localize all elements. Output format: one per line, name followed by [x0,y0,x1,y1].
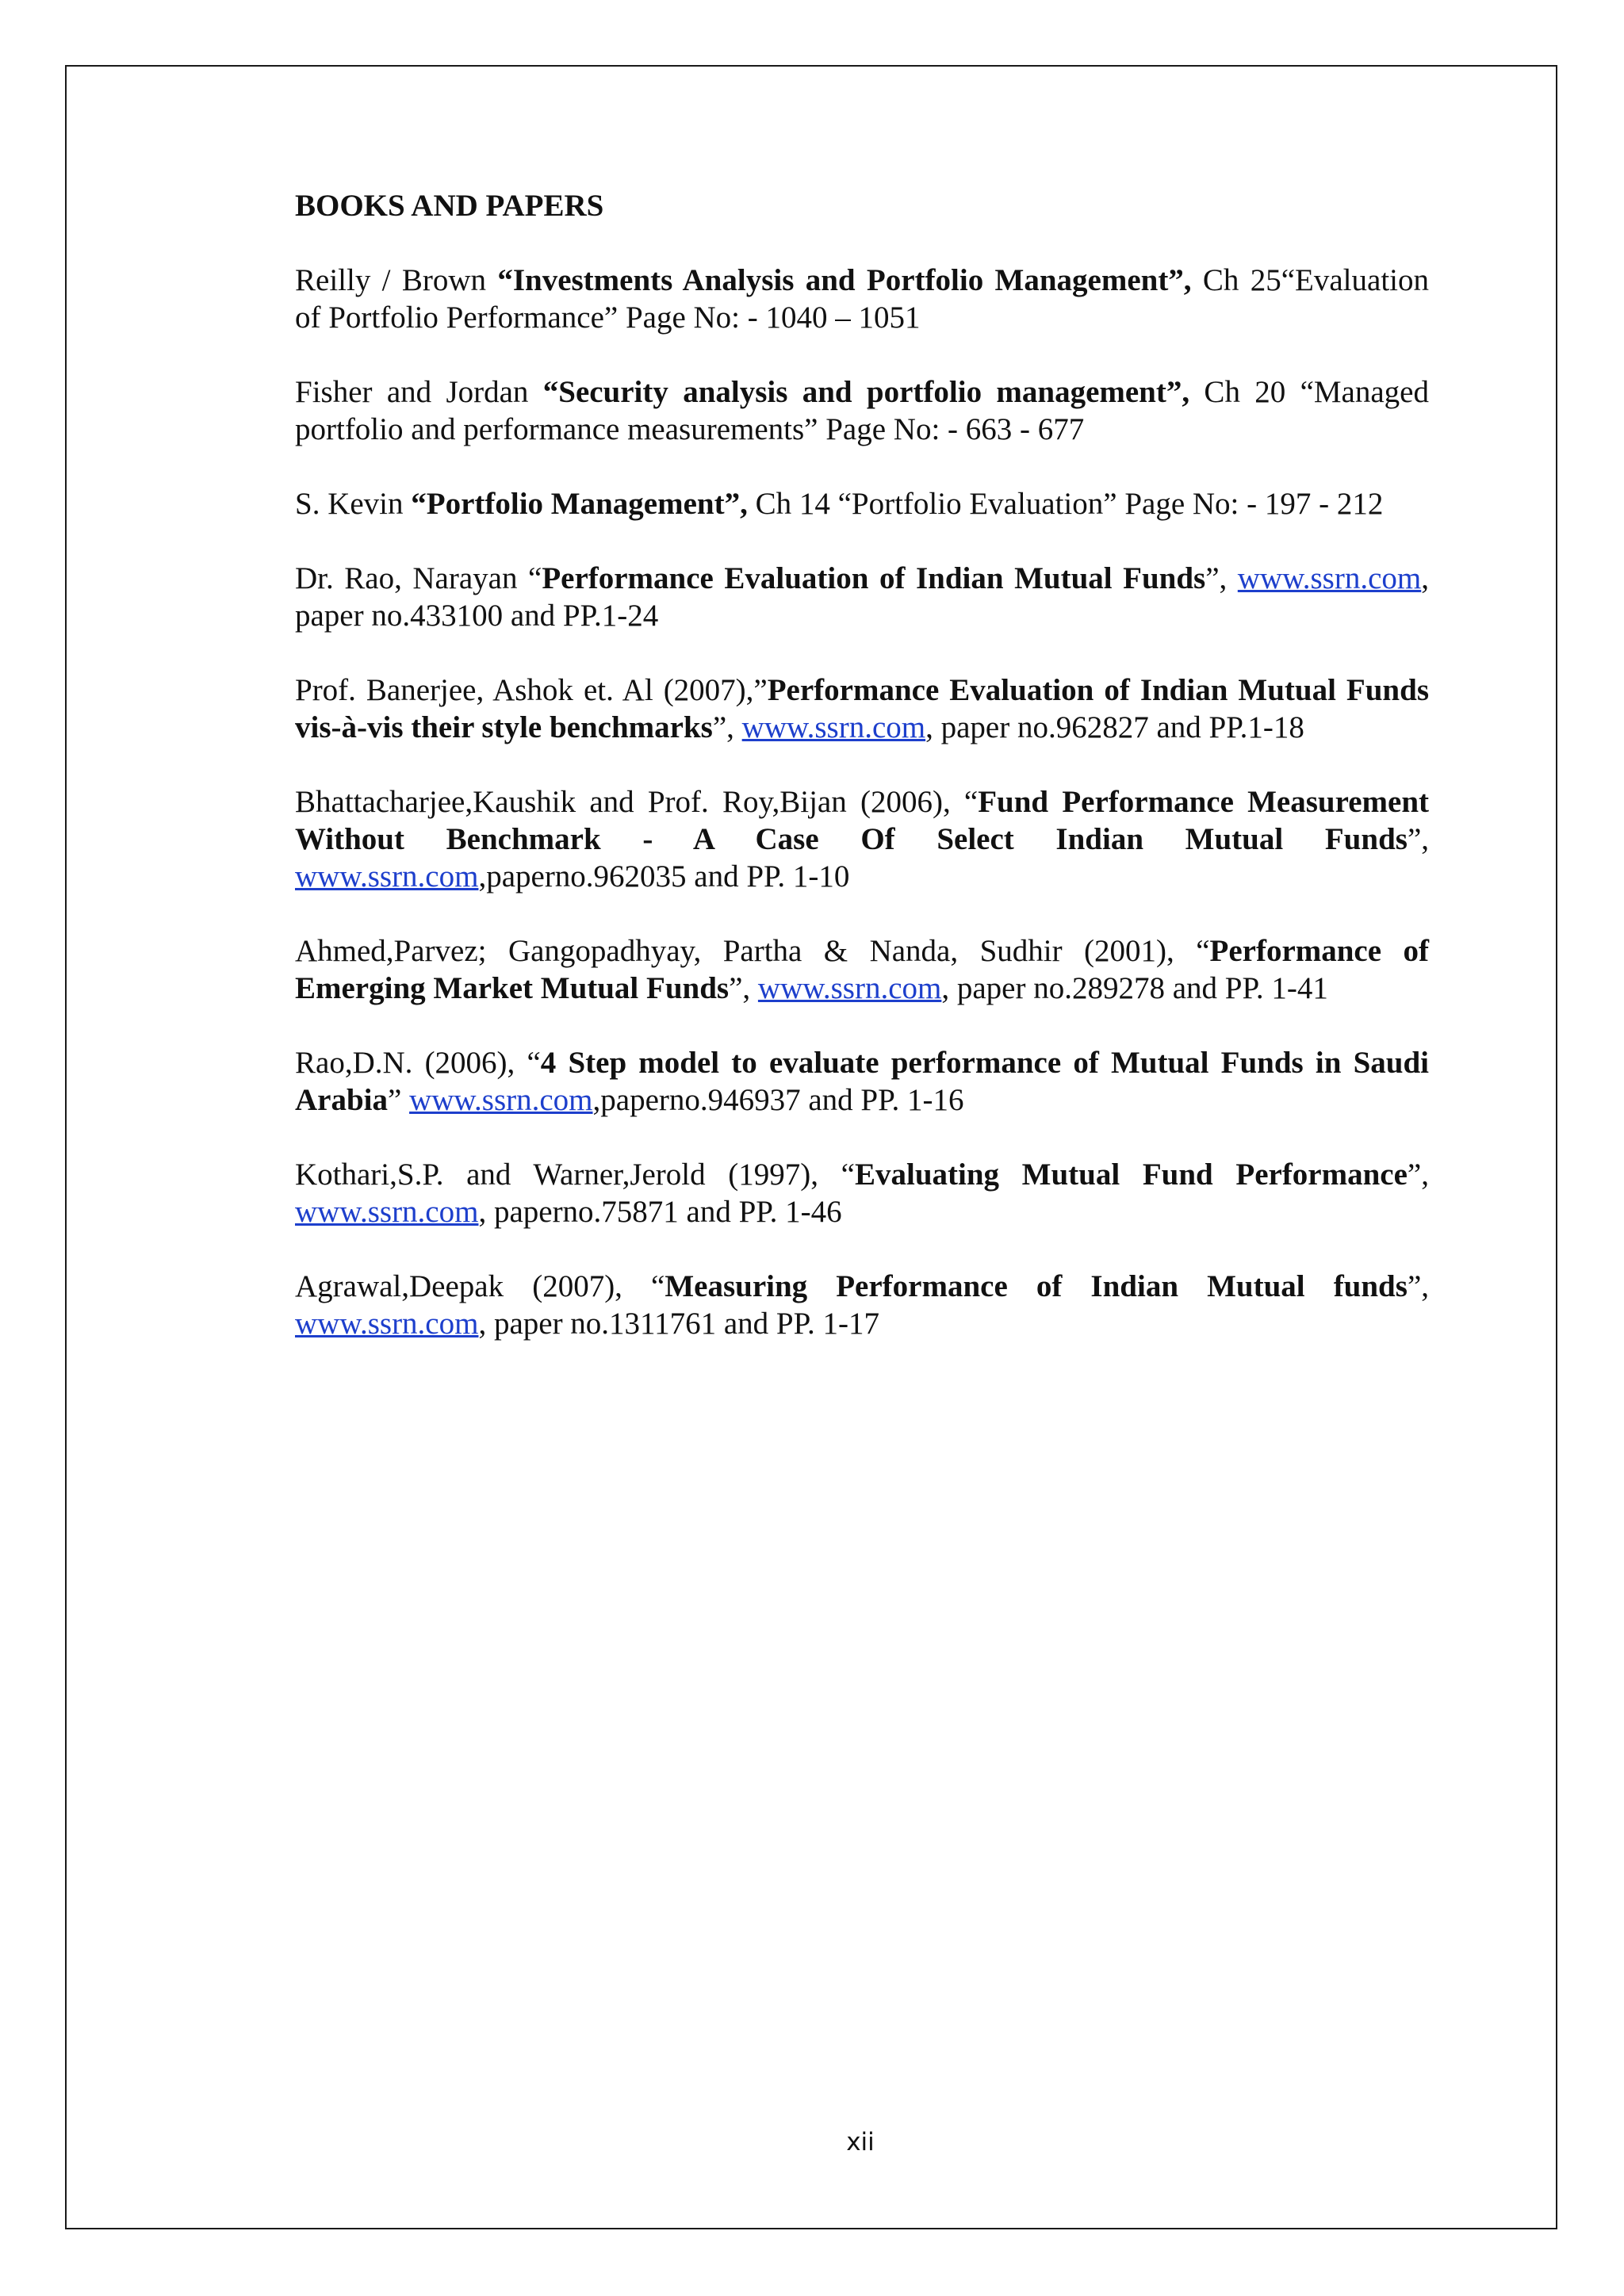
references-section [295,187,1429,1380]
reference-title: “Portfolio Management”, [411,487,748,521]
reference-authors: Kothari,S.P. and Warner,Jerold (1997), “ [295,1158,855,1192]
reference-punct: ”, [1407,1269,1429,1303]
ssrn-link[interactable]: www.ssrn.com [295,1307,479,1341]
reference-item [295,932,1429,1007]
reference-title: Fund Performance Measurement Without Benchmark - A Case Of Select Indian Mutual Funds [295,785,1429,856]
reference-authors: Rao,D.N. (2006), “ [295,1046,541,1080]
reference-item [295,485,1429,522]
reference-details: , paper no.1311761 and PP. 1-17 [478,1307,879,1341]
section-heading: BOOKS AND PAPERS [295,189,604,223]
reference-item [295,560,1429,634]
reference-title: “Security analysis and portfolio management”, [542,375,1190,409]
reference-authors: Reilly / Brown [295,263,498,297]
reference-item [295,373,1429,448]
ssrn-link[interactable]: www.ssrn.com [757,971,942,1005]
reference-title: Measuring Performance of Indian Mutual funds [665,1269,1408,1303]
ssrn-link[interactable]: www.ssrn.com [295,1195,479,1229]
reference-punct: ”, [712,710,742,744]
ssrn-link[interactable]: www.ssrn.com [741,710,926,744]
reference-authors: S. Kevin [295,487,412,521]
reference-authors: Dr. Rao, Narayan “ [295,561,542,595]
reference-punct: ”, [1407,822,1429,856]
reference-punct: ”, [1205,561,1238,595]
ssrn-link[interactable]: www.ssrn.com [409,1083,593,1117]
reference-authors: Prof. Banerjee, Ashok et. Al (2007),” [295,673,768,707]
reference-item [295,1156,1429,1230]
reference-punct: ”, [729,971,758,1005]
reference-details: , paper no.289278 and PP. 1-41 [941,971,1328,1005]
page-number: xii [846,2128,875,2156]
reference-punct: ” [388,1083,410,1117]
reference-details: ,paperno.946937 and PP. 1-16 [592,1083,964,1117]
reference-item [295,672,1429,746]
reference-punct: ”, [1407,1158,1429,1192]
reference-authors: Bhattacharjee,Kaushik and Prof. Roy,Bijan (2006), “ [295,785,979,819]
reference-title: 4 Step model to evaluate performance of Mutual Funds in Saudi Arabia [295,1046,1429,1117]
reference-title: Performance Evaluation of Indian Mutual Funds [542,561,1206,595]
ssrn-link[interactable]: www.ssrn.com [295,859,479,894]
reference-authors: Ahmed,Parvez; Gangopadhyay, Partha & Nanda, Sudhir (2001), “ [295,934,1210,968]
reference-authors: Fisher and Jordan [295,375,543,409]
reference-title: Evaluating Mutual Fund Performance [854,1158,1408,1192]
reference-title: Performance Evaluation of Indian Mutual Funds vis-à-vis their style benchmarks [295,673,1429,744]
reference-item [295,1044,1429,1119]
reference-details: , paper no.433100 and PP.1-24 [295,561,1429,633]
reference-title: Performance of Emerging Market Mutual Funds [295,934,1429,1005]
reference-details: Ch 25“Evaluation of Portfolio Performance” Page No: - 1040 – 1051 [295,263,1429,335]
reference-item [295,1268,1429,1342]
reference-authors: Agrawal,Deepak (2007), “ [295,1269,665,1303]
ssrn-link[interactable]: www.ssrn.com [1237,561,1422,595]
reference-details: , paperno.75871 and PP. 1-46 [478,1195,842,1229]
reference-details: ,paperno.962035 and PP. 1-10 [478,859,850,894]
reference-details: Ch 14 “Portfolio Evaluation” Page No: - 197 - 212 [747,487,1384,521]
reference-item [295,262,1429,336]
reference-item [295,783,1429,895]
reference-title: “Investments Analysis and Portfolio Management”, [497,263,1192,297]
reference-details: , paper no.962827 and PP.1-18 [925,710,1304,744]
reference-details: Ch 20 “Managed portfolio and performance measurements” Page No: - 663 - 677 [295,375,1429,446]
